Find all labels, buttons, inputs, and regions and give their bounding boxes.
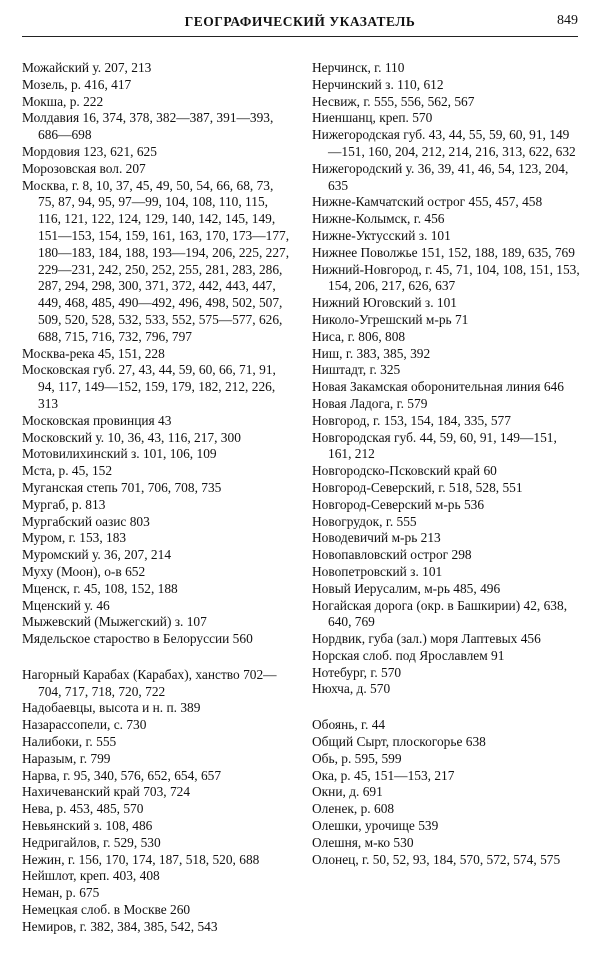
left-index-column xyxy=(22,60,290,936)
index-entry: Новый Иерусалим, м-рь 485, 496 xyxy=(312,580,501,596)
index-entry: Нижне-Уктусский з. 101 xyxy=(312,227,451,243)
index-entry: Новгород, г. 153, 154, 184, 335, 577 xyxy=(312,412,511,428)
index-entry: Ниш, г. 383, 385, 392 xyxy=(312,345,431,361)
page-number: 849 xyxy=(557,13,578,28)
index-entry: Новгородско-Псковский край 60 xyxy=(312,463,497,479)
index-entry: Мургабский оазис 803 xyxy=(22,513,150,529)
index-entry: Новопетровский з. 101 xyxy=(312,563,443,579)
index-entry: Мозель, р. 416, 417 xyxy=(22,76,132,92)
index-entry: Нижне-Камчатский острог 455, 457, 458 xyxy=(312,194,543,210)
index-entry: Недригайлов, г. 529, 530 xyxy=(22,834,161,850)
index-entry: Нейшлот, креп. 403, 408 xyxy=(22,868,160,884)
index-entry: Мядельское староство в Белоруссии 560 xyxy=(22,631,253,647)
index-entry: Московская провинция 43 xyxy=(22,412,172,428)
index-entry: Мургаб, р. 813 xyxy=(22,496,106,512)
index-entry: Надобаевцы, высота и н. п. 389 xyxy=(22,700,201,716)
index-entry: Москва, г. 8, 10, 37, 45, 49, 50, 54, 66, 68, 73, 75, 87, 94, 95, 97—99, 104, 108, 110, 115, 116, 121, 122, 124, 129, 140, 142, 145, 149, 151—153, 154, 159, 161, 163, 170, 173—177, 180—183, 184, 188, 193—194, 206, 225, 227, 229—231, 242, 250, 252, 255, 281, 283, 286, 287, 294, 298, 300, 371, 372, 442, 443, 447, 449, 468, 485, 490—492, 496, 498, 502, 507, 509, 520, 528, 532, 533, 552, 575—577, 626, 688, 715, 716, 732, 796, 797 xyxy=(22,177,290,344)
page-header xyxy=(22,10,578,34)
index-entry: Новодевичий м-рь 213 xyxy=(312,530,441,546)
index-entry: Мценск, г. 45, 108, 152, 188 xyxy=(22,580,178,596)
index-entry: Нижний Юговский з. 101 xyxy=(312,295,457,311)
index-entry: Оленек, р. 608 xyxy=(312,801,395,817)
index-entry: Нерчинск, г. 110 xyxy=(312,60,405,75)
right-index-column xyxy=(312,60,582,868)
index-entry: Москва-река 45, 151, 228 xyxy=(22,345,165,361)
index-entry: Новгород-Северский м-рь 536 xyxy=(312,496,485,512)
index-entry: Общий Сырт, плоскогорье 638 xyxy=(312,734,486,750)
index-entry: Нордвик, губа (зал.) моря Лаптевых 456 xyxy=(312,631,541,647)
index-entry: Несвиж, г. 555, 556, 562, 567 xyxy=(312,93,475,109)
index-entry: Новогрудок, г. 555 xyxy=(312,513,417,529)
index-entry: Нижнее Поволжье 151, 152, 188, 189, 635, 769 xyxy=(312,244,575,260)
index-entry: Морозовская вол. 207 xyxy=(22,160,146,176)
index-entry: Ногайская дорога (окр. в Башкирии) 42, 638, 640, 769 xyxy=(312,597,568,630)
index-entry: Московский у. 10, 36, 43, 116, 217, 300 xyxy=(22,429,241,445)
index-entry: Нарва, г. 95, 340, 576, 652, 654, 657 xyxy=(22,767,222,783)
index-entry: Нахичеванский край 703, 724 xyxy=(22,784,191,800)
section-gap xyxy=(22,648,290,667)
index-entry: Немиров, г. 382, 384, 385, 542, 543 xyxy=(22,918,218,934)
index-entry: Мыжевский (Мыжегский) з. 107 xyxy=(22,614,207,630)
index-entry: Новопавловский острог 298 xyxy=(312,547,472,563)
index-entry: Ока, р. 45, 151—153, 217 xyxy=(312,767,455,783)
index-entry: Молдавия 16, 374, 378, 382—387, 391—393, 686—698 xyxy=(22,110,274,143)
index-entry: Мста, р. 45, 152 xyxy=(22,463,113,479)
index-entry: Нагорный Карабах (Карабах), ханство 702—704, 717, 718, 720, 722 xyxy=(22,666,277,699)
index-entry: Нижний-Новгород, г. 45, 71, 104, 108, 151, 153, 154, 206, 217, 626, 637 xyxy=(312,261,580,294)
index-entry: Олешня, м-ко 530 xyxy=(312,834,414,850)
index-entry: Муганская степь 701, 706, 708, 735 xyxy=(22,479,222,495)
running-title: ГЕОГРАФИЧЕСКИЙ УКАЗАТЕЛЬ xyxy=(184,14,416,29)
index-entry: Муху (Моон), о-в 652 xyxy=(22,563,146,579)
index-entry: Новгородская губ. 44, 59, 60, 91, 149—151, 161, 212 xyxy=(312,429,557,462)
index-entry: Обоянь, г. 44 xyxy=(312,717,386,733)
index-entry: Новгород-Северский, г. 518, 528, 551 xyxy=(312,479,523,495)
index-entry: Мордовия 123, 621, 625 xyxy=(22,143,157,159)
index-entry: Можайский у. 207, 213 xyxy=(22,60,152,75)
index-entry: Назарассопели, с. 730 xyxy=(22,717,147,733)
index-entry: Неман, р. 675 xyxy=(22,885,100,901)
index-entry: Налибоки, г. 555 xyxy=(22,734,117,750)
index-entry: Олонец, г. 50, 52, 93, 184, 570, 572, 574, 575 xyxy=(312,851,561,867)
index-entry: Наразым, г. 799 xyxy=(22,750,111,766)
index-entry: Николо-Угрешский м-рь 71 xyxy=(312,311,469,327)
index-entry: Окни, д. 691 xyxy=(312,784,383,800)
index-entry: Нерчинский з. 110, 612 xyxy=(312,76,444,92)
index-entry: Муром, г. 153, 183 xyxy=(22,530,127,546)
index-entry: Нева, р. 453, 485, 570 xyxy=(22,801,144,817)
section-gap xyxy=(312,698,582,717)
index-entry: Муромский у. 36, 207, 214 xyxy=(22,547,172,563)
index-entry: Ништадт, г. 325 xyxy=(312,362,401,378)
index-entry: Обь, р. 595, 599 xyxy=(312,750,402,766)
index-entry: Ниеншанц, креп. 570 xyxy=(312,110,433,126)
index-entry: Новая Закамская оборонительная линия 646 xyxy=(312,379,564,395)
index-entry: Нотебург, г. 570 xyxy=(312,664,402,680)
index-entry: Нижегородская губ. 43, 44, 55, 59, 60, 91, 149—151, 160, 204, 212, 214, 216, 313, 622, 632 xyxy=(312,127,576,159)
index-entry: Нюхча, д. 570 xyxy=(312,681,391,697)
index-entry: Ниса, г. 806, 808 xyxy=(312,328,406,344)
index-entry: Новая Ладога, г. 579 xyxy=(312,395,428,411)
index-entry: Мценский у. 46 xyxy=(22,597,110,613)
index-entry: Московская губ. 27, 43, 44, 59, 60, 66, 71, 91, 94, 117, 149—152, 159, 179, 182, 212, 226, 313 xyxy=(22,362,276,411)
index-entry: Норская слоб. под Ярославлем 91 xyxy=(312,647,505,663)
index-entry: Невьянский з. 108, 486 xyxy=(22,818,153,834)
index-entry: Мокша, р. 222 xyxy=(22,93,104,109)
index-entry: Олешки, урочище 539 xyxy=(312,818,439,834)
index-entry: Мотовилихинский з. 101, 106, 109 xyxy=(22,446,217,462)
index-entry: Нижегородский у. 36, 39, 41, 46, 54, 123, 204, 635 xyxy=(312,160,569,193)
index-entry: Нижне-Колымск, г. 456 xyxy=(312,211,445,227)
index-entry: Нежин, г. 156, 170, 174, 187, 518, 520, 688 xyxy=(22,851,260,867)
header-rule xyxy=(22,36,578,37)
index-entry: Немецкая слоб. в Москве 260 xyxy=(22,902,191,918)
